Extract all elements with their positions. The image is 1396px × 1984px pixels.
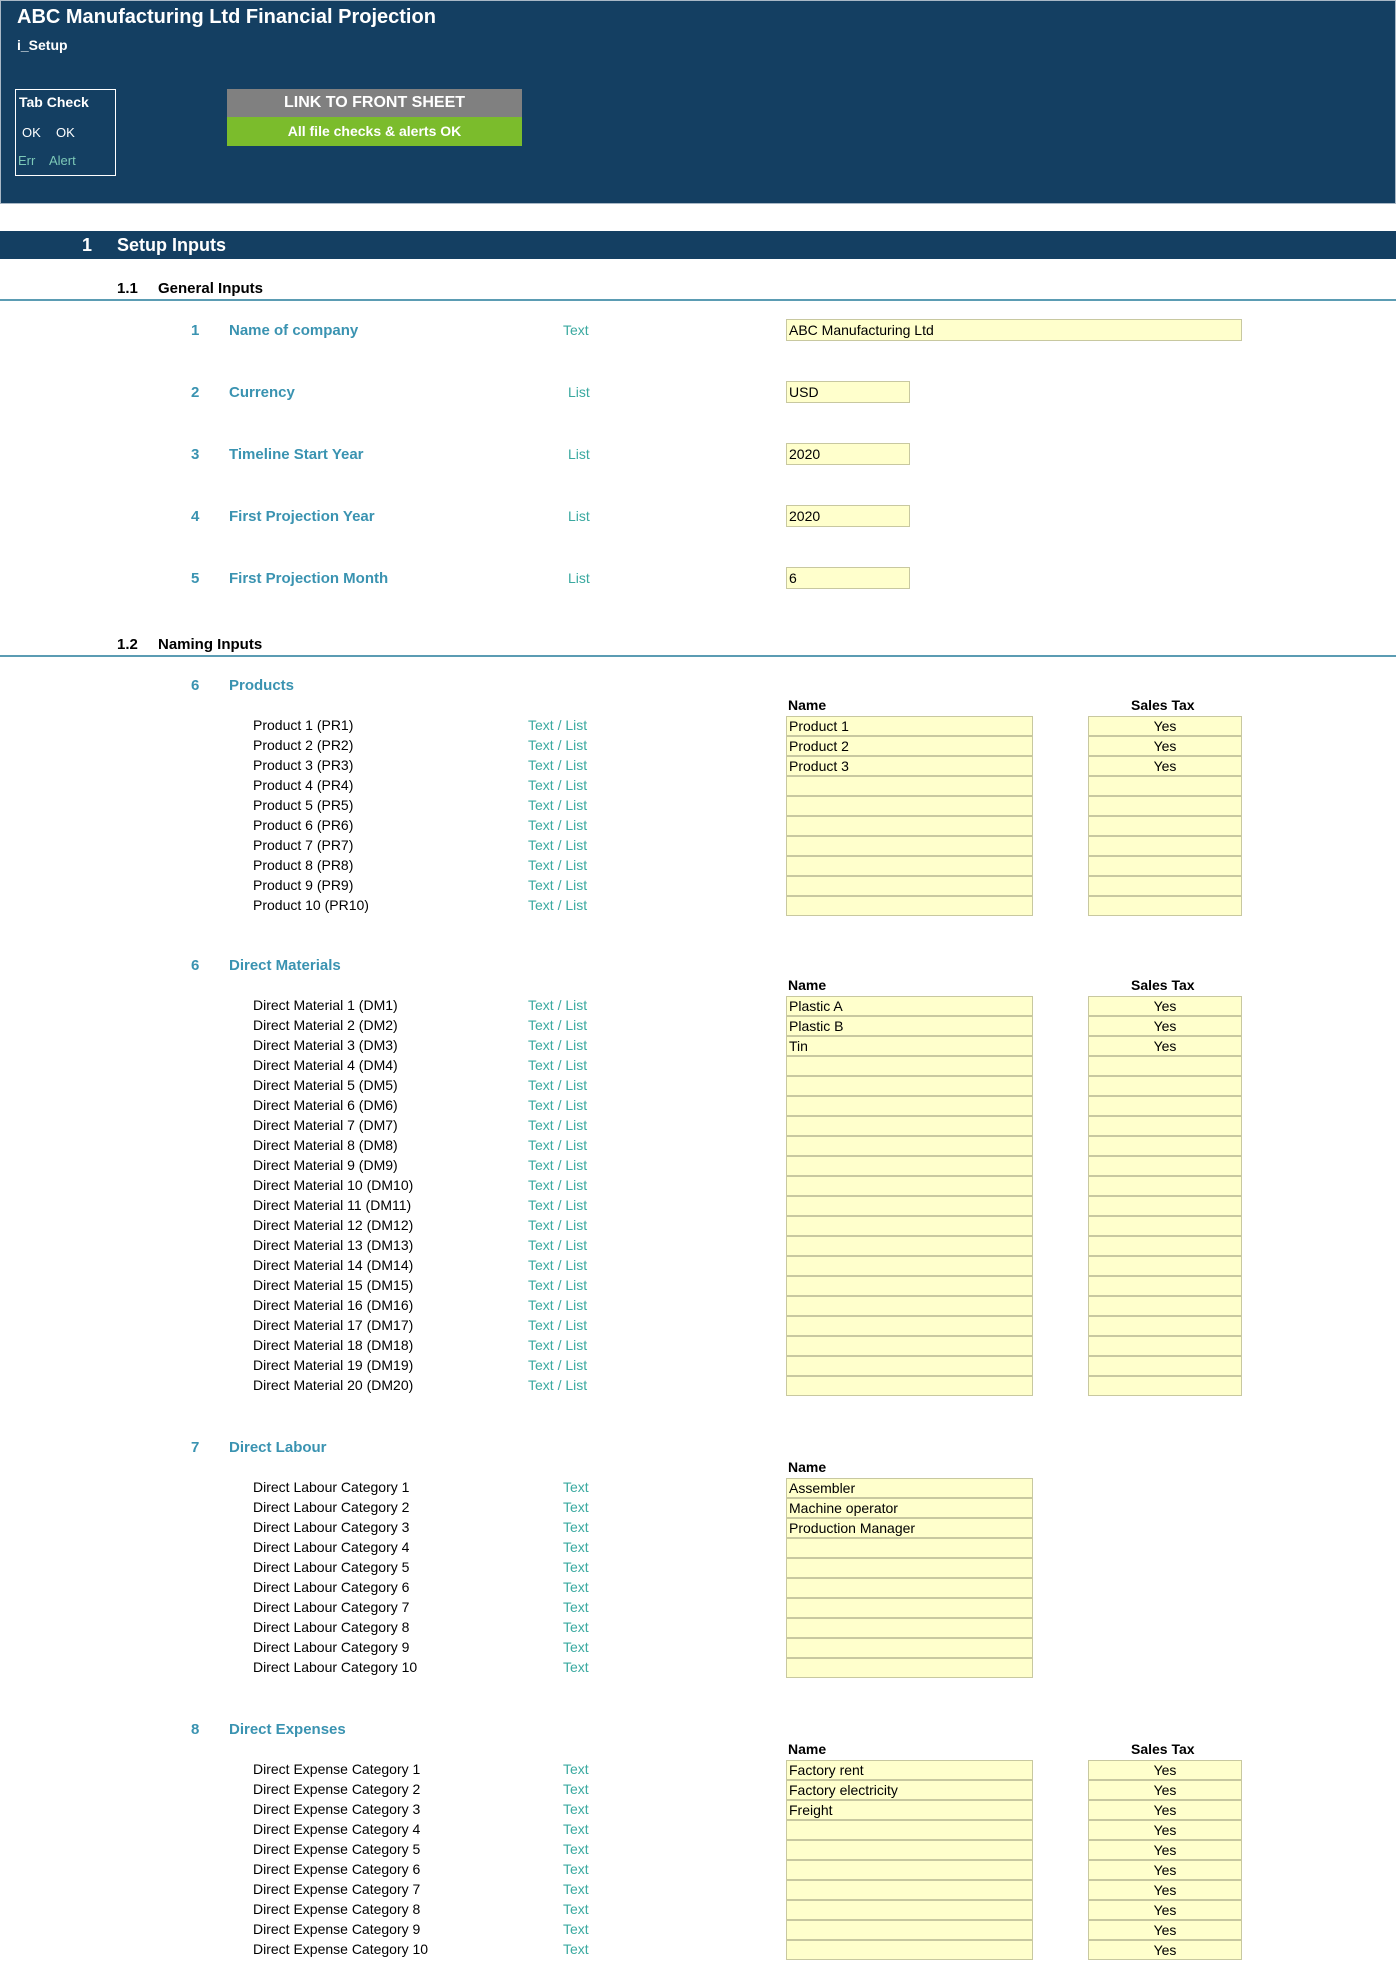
row-input-type: Text / List bbox=[528, 1037, 588, 1053]
direct-expenses-name-input[interactable] bbox=[786, 1860, 1033, 1880]
row-label: Product 4 (PR4) bbox=[253, 777, 354, 793]
row-label: Direct Labour Category 3 bbox=[253, 1519, 410, 1535]
products-name-input[interactable]: Product 3 bbox=[786, 756, 1033, 776]
table-row bbox=[0, 1256, 1396, 1276]
direct-labour-name-input[interactable] bbox=[786, 1558, 1033, 1578]
row-input-type: Text bbox=[563, 1659, 589, 1675]
table-row bbox=[0, 836, 1396, 856]
direct-materials-name-input[interactable] bbox=[786, 1096, 1033, 1116]
table-row bbox=[0, 1780, 1396, 1800]
sheet-name: i_Setup bbox=[17, 37, 68, 53]
table-row bbox=[0, 1518, 1396, 1538]
direct-materials-sales-tax-select[interactable] bbox=[1088, 1376, 1242, 1396]
table-row bbox=[0, 1940, 1396, 1960]
row-input-type: Text / List bbox=[528, 1057, 588, 1073]
row-input-type: Text / List bbox=[528, 1257, 588, 1273]
item-number: 5 bbox=[191, 570, 200, 587]
row-label: Product 3 (PR3) bbox=[253, 757, 354, 773]
tab-check-err-label: Err bbox=[18, 153, 36, 168]
row-input-type: Text / List bbox=[528, 1117, 588, 1133]
tab-check-ok-status-2: OK bbox=[56, 125, 75, 140]
table-row bbox=[0, 1498, 1396, 1518]
row-label: Direct Material 11 (DM11) bbox=[253, 1197, 412, 1213]
direct-expenses-group-title: Direct Expenses bbox=[229, 1721, 346, 1738]
table-row bbox=[0, 1618, 1396, 1638]
table-row bbox=[0, 736, 1396, 756]
table-row bbox=[0, 1598, 1396, 1618]
row-input-type: Text bbox=[563, 1519, 589, 1535]
direct-labour-name-input[interactable] bbox=[786, 1598, 1033, 1618]
row-label: Direct Labour Category 7 bbox=[253, 1599, 410, 1615]
company-name-input[interactable]: ABC Manufacturing Ltd bbox=[786, 319, 1242, 341]
row-label: Direct Expense Category 6 bbox=[253, 1861, 421, 1877]
row-label: Direct Material 6 (DM6) bbox=[253, 1097, 398, 1113]
row-input-type: Text / List bbox=[528, 1357, 588, 1373]
products-name-input[interactable]: Product 1 bbox=[786, 716, 1033, 736]
products-sales-tax-select[interactable]: Yes bbox=[1088, 756, 1242, 776]
direct-expenses-sales-tax-select[interactable]: Yes bbox=[1088, 1820, 1242, 1840]
table-row bbox=[0, 1156, 1396, 1176]
direct-expenses-sales-tax-select[interactable]: Yes bbox=[1088, 1860, 1242, 1880]
table-row bbox=[0, 716, 1396, 736]
table-row bbox=[0, 1356, 1396, 1376]
item-number: 3 bbox=[191, 446, 200, 463]
direct-labour-group-title: Direct Labour bbox=[229, 1439, 327, 1456]
direct-materials-sales-tax-select[interactable] bbox=[1088, 1056, 1242, 1076]
row-label: Direct Labour Category 8 bbox=[253, 1619, 410, 1635]
row-input-type: Text / List bbox=[528, 797, 588, 813]
direct-expenses-sales-tax-select[interactable]: Yes bbox=[1088, 1840, 1242, 1860]
row-input-type: Text / List bbox=[528, 1217, 588, 1233]
item-number: 4 bbox=[191, 508, 200, 525]
name-column-header: Name bbox=[788, 697, 827, 713]
row-input-type: Text / List bbox=[528, 1097, 588, 1113]
direct-materials-name-input[interactable] bbox=[786, 1116, 1033, 1136]
subsection-divider bbox=[0, 655, 1396, 657]
row-label: Direct Material 7 (DM7) bbox=[253, 1117, 398, 1133]
row-input-type: Text / List bbox=[528, 1017, 588, 1033]
table-row bbox=[0, 1820, 1396, 1840]
direct-materials-sales-tax-select[interactable] bbox=[1088, 1116, 1242, 1136]
direct-materials-name-input[interactable] bbox=[786, 1296, 1033, 1316]
row-input-type: Text / List bbox=[528, 737, 588, 753]
tab-check-title: Tab Check bbox=[19, 94, 89, 110]
direct-materials-sales-tax-select[interactable]: Yes bbox=[1088, 1016, 1242, 1036]
table-row bbox=[0, 1578, 1396, 1598]
row-input-type: Text / List bbox=[528, 1297, 588, 1313]
sales-tax-column-header: Sales Tax bbox=[1131, 977, 1195, 993]
row-input-type: Text bbox=[563, 1861, 589, 1877]
row-label: Direct Expense Category 10 bbox=[253, 1941, 429, 1957]
row-label: Direct Expense Category 3 bbox=[253, 1801, 421, 1817]
products-sales-tax-select[interactable]: Yes bbox=[1088, 736, 1242, 756]
subsection-title-naming: Naming Inputs bbox=[158, 636, 263, 653]
row-input-type: Text / List bbox=[528, 1197, 588, 1213]
row-label: Direct Expense Category 1 bbox=[253, 1761, 421, 1777]
tab-check-box bbox=[15, 89, 116, 176]
table-row bbox=[0, 1016, 1396, 1036]
row-input-type: Text / List bbox=[528, 1237, 588, 1253]
row-label: Direct Material 16 (DM16) bbox=[253, 1297, 414, 1313]
table-row bbox=[0, 1276, 1396, 1296]
row-input-type: Text / List bbox=[528, 757, 588, 773]
row-input-type: Text bbox=[563, 1901, 589, 1917]
row-label: Direct Material 9 (DM9) bbox=[253, 1157, 398, 1173]
sales-tax-column-header: Sales Tax bbox=[1131, 697, 1195, 713]
direct-materials-name-input[interactable] bbox=[786, 1316, 1033, 1336]
table-row bbox=[0, 1236, 1396, 1256]
table-row bbox=[0, 1478, 1396, 1498]
table-row bbox=[0, 1176, 1396, 1196]
products-sales-tax-select[interactable] bbox=[1088, 896, 1242, 916]
direct-materials-name-input[interactable]: Tin bbox=[786, 1036, 1033, 1056]
direct-materials-name-input[interactable] bbox=[786, 1056, 1033, 1076]
direct-expenses-name-input[interactable] bbox=[786, 1900, 1033, 1920]
direct-materials-sales-tax-select[interactable] bbox=[1088, 1296, 1242, 1316]
row-input-type: Text / List bbox=[528, 1157, 588, 1173]
products-name-input[interactable] bbox=[786, 776, 1033, 796]
row-input-type: Text bbox=[563, 1821, 589, 1837]
products-sales-tax-select[interactable] bbox=[1088, 776, 1242, 796]
row-input-type: Text bbox=[563, 1559, 589, 1575]
tab-check-alert-label: Alert bbox=[49, 153, 76, 168]
row-input-type: Text / List bbox=[528, 877, 588, 893]
row-label: Direct Labour Category 4 bbox=[253, 1539, 410, 1555]
row-label: Direct Labour Category 1 bbox=[253, 1479, 410, 1495]
direct-expenses-sales-tax-select[interactable]: Yes bbox=[1088, 1900, 1242, 1920]
direct-expenses-name-input[interactable]: Factory electricity bbox=[786, 1780, 1033, 1800]
subsection-number-naming: 1.2 bbox=[117, 636, 138, 653]
direct-labour-name-input[interactable] bbox=[786, 1578, 1033, 1598]
table-row bbox=[0, 776, 1396, 796]
row-input-type: Text / List bbox=[528, 857, 588, 873]
table-row bbox=[0, 876, 1396, 896]
direct-materials-name-input[interactable]: Plastic A bbox=[786, 996, 1033, 1016]
row-input-type: Text bbox=[563, 1499, 589, 1515]
row-input-type: Text / List bbox=[528, 997, 588, 1013]
row-input-type: Text / List bbox=[528, 717, 588, 733]
table-row bbox=[0, 1880, 1396, 1900]
table-row bbox=[0, 1096, 1396, 1116]
direct-labour-name-input[interactable]: Machine operator bbox=[786, 1498, 1033, 1518]
row-label: Direct Expense Category 7 bbox=[253, 1881, 421, 1897]
row-label: Direct Labour Category 9 bbox=[253, 1639, 410, 1655]
table-row bbox=[0, 1800, 1396, 1820]
input-type: List bbox=[568, 508, 590, 524]
row-input-type: Text / List bbox=[528, 1137, 588, 1153]
row-label: Direct Material 19 (DM19) bbox=[253, 1357, 414, 1373]
row-label: Direct Labour Category 6 bbox=[253, 1579, 410, 1595]
currency-select[interactable]: USD bbox=[786, 381, 910, 403]
table-row bbox=[0, 1316, 1396, 1336]
products-sales-tax-select[interactable] bbox=[1088, 836, 1242, 856]
item-number: 8 bbox=[191, 1721, 200, 1738]
direct-materials-name-input[interactable] bbox=[786, 1176, 1033, 1196]
table-row bbox=[0, 1860, 1396, 1880]
table-row bbox=[0, 1920, 1396, 1940]
direct-materials-sales-tax-select[interactable]: Yes bbox=[1088, 996, 1242, 1016]
products-sales-tax-select[interactable] bbox=[1088, 876, 1242, 896]
row-label: Product 1 (PR1) bbox=[253, 717, 354, 733]
table-row bbox=[0, 856, 1396, 876]
table-row bbox=[0, 996, 1396, 1016]
direct-materials-sales-tax-select[interactable] bbox=[1088, 1196, 1242, 1216]
row-input-type: Text bbox=[563, 1479, 589, 1495]
input-type: List bbox=[568, 446, 590, 462]
direct-materials-name-input[interactable]: Plastic B bbox=[786, 1016, 1033, 1036]
row-label: Direct Material 14 (DM14) bbox=[253, 1257, 414, 1273]
direct-materials-sales-tax-select[interactable] bbox=[1088, 1256, 1242, 1276]
first-projection-month-select[interactable]: 6 bbox=[786, 567, 910, 589]
table-row bbox=[0, 816, 1396, 836]
table-row bbox=[0, 1336, 1396, 1356]
row-input-type: Text / List bbox=[528, 1317, 588, 1333]
direct-materials-sales-tax-select[interactable] bbox=[1088, 1076, 1242, 1096]
direct-materials-sales-tax-select[interactable] bbox=[1088, 1176, 1242, 1196]
table-row bbox=[0, 1116, 1396, 1136]
row-label: Direct Material 10 (DM10) bbox=[253, 1177, 414, 1193]
row-label: Product 9 (PR9) bbox=[253, 877, 354, 893]
row-input-type: Text / List bbox=[528, 777, 588, 793]
name-column-header: Name bbox=[788, 1741, 827, 1757]
name-column-header: Name bbox=[788, 1459, 827, 1475]
row-label: Direct Material 1 (DM1) bbox=[253, 997, 398, 1013]
link-to-front-sheet-button[interactable]: LINK TO FRONT SHEET bbox=[227, 89, 522, 117]
direct-materials-sales-tax-select[interactable] bbox=[1088, 1236, 1242, 1256]
row-label: Direct Material 13 (DM13) bbox=[253, 1237, 414, 1253]
row-input-type: Text / List bbox=[528, 837, 588, 853]
table-row bbox=[0, 1900, 1396, 1920]
direct-materials-name-input[interactable] bbox=[786, 1236, 1033, 1256]
direct-expenses-sales-tax-select[interactable]: Yes bbox=[1088, 1940, 1242, 1960]
item-number: 6 bbox=[191, 957, 200, 974]
row-label: Product 2 (PR2) bbox=[253, 737, 354, 753]
direct-materials-sales-tax-select[interactable] bbox=[1088, 1276, 1242, 1296]
products-name-input[interactable] bbox=[786, 796, 1033, 816]
row-input-type: Text bbox=[563, 1841, 589, 1857]
direct-materials-name-input[interactable] bbox=[786, 1156, 1033, 1176]
row-label: Direct Material 15 (DM15) bbox=[253, 1277, 414, 1293]
row-label: Product 7 (PR7) bbox=[253, 837, 354, 853]
direct-expenses-name-input[interactable] bbox=[786, 1940, 1033, 1960]
direct-expenses-sales-tax-select[interactable]: Yes bbox=[1088, 1760, 1242, 1780]
row-label: Direct Labour Category 10 bbox=[253, 1659, 418, 1675]
row-label: Direct Material 4 (DM4) bbox=[253, 1057, 398, 1073]
page-title: ABC Manufacturing Ltd Financial Projection bbox=[17, 6, 436, 28]
row-label: Direct Expense Category 8 bbox=[253, 1901, 421, 1917]
direct-materials-name-input[interactable] bbox=[786, 1376, 1033, 1396]
table-row bbox=[0, 796, 1396, 816]
table-row bbox=[0, 1136, 1396, 1156]
row-label: Direct Material 3 (DM3) bbox=[253, 1037, 398, 1053]
products-name-input[interactable] bbox=[786, 876, 1033, 896]
tab-check-ok-status: OK bbox=[22, 125, 41, 140]
row-input-type: Text / List bbox=[528, 1277, 588, 1293]
products-name-input[interactable] bbox=[786, 816, 1033, 836]
row-input-type: Text bbox=[563, 1761, 589, 1777]
direct-expenses-name-input[interactable] bbox=[786, 1920, 1033, 1940]
table-row bbox=[0, 1216, 1396, 1236]
row-label: Product 6 (PR6) bbox=[253, 817, 354, 833]
direct-materials-sales-tax-select[interactable] bbox=[1088, 1156, 1242, 1176]
company-name-label: Name of company bbox=[229, 322, 359, 339]
direct-materials-name-input[interactable] bbox=[786, 1336, 1033, 1356]
direct-labour-name-input[interactable] bbox=[786, 1658, 1033, 1678]
row-label: Direct Expense Category 4 bbox=[253, 1821, 421, 1837]
row-label: Direct Labour Category 5 bbox=[253, 1559, 410, 1575]
row-label: Direct Material 12 (DM12) bbox=[253, 1217, 414, 1233]
item-number: 2 bbox=[191, 384, 200, 401]
section-number: 1 bbox=[82, 235, 93, 255]
products-sales-tax-select[interactable] bbox=[1088, 816, 1242, 836]
table-row bbox=[0, 1036, 1396, 1056]
row-label: Direct Material 5 (DM5) bbox=[253, 1077, 398, 1093]
direct-expenses-name-input[interactable] bbox=[786, 1840, 1033, 1860]
timeline-start-year-label: Timeline Start Year bbox=[229, 446, 364, 463]
row-label: Product 5 (PR5) bbox=[253, 797, 354, 813]
row-label: Direct Material 2 (DM2) bbox=[253, 1017, 398, 1033]
row-input-type: Text / List bbox=[528, 1077, 588, 1093]
table-row bbox=[0, 1196, 1396, 1216]
item-number: 1 bbox=[191, 322, 200, 339]
row-label: Direct Expense Category 9 bbox=[253, 1921, 421, 1937]
direct-labour-name-input[interactable]: Production Manager bbox=[786, 1518, 1033, 1538]
section-header bbox=[0, 231, 1396, 259]
row-input-type: Text / List bbox=[528, 817, 588, 833]
products-name-input[interactable] bbox=[786, 856, 1033, 876]
direct-labour-name-input[interactable]: Assembler bbox=[786, 1478, 1033, 1498]
row-input-type: Text bbox=[563, 1539, 589, 1555]
direct-materials-sales-tax-select[interactable] bbox=[1088, 1336, 1242, 1356]
products-sales-tax-select[interactable] bbox=[1088, 856, 1242, 876]
section-title: Setup Inputs bbox=[117, 235, 226, 255]
row-input-type: Text bbox=[563, 1941, 589, 1957]
row-label: Direct Labour Category 2 bbox=[253, 1499, 410, 1515]
row-input-type: Text / List bbox=[528, 897, 588, 913]
item-number: 7 bbox=[191, 1439, 200, 1456]
direct-materials-sales-tax-select[interactable] bbox=[1088, 1136, 1242, 1156]
products-group-title: Products bbox=[229, 677, 295, 694]
subsection-title-general: General Inputs bbox=[158, 280, 264, 297]
direct-materials-name-input[interactable] bbox=[786, 1256, 1033, 1276]
first-projection-year-label: First Projection Year bbox=[229, 508, 375, 525]
direct-materials-sales-tax-select[interactable] bbox=[1088, 1216, 1242, 1236]
direct-expenses-sales-tax-select[interactable]: Yes bbox=[1088, 1880, 1242, 1900]
direct-materials-name-input[interactable] bbox=[786, 1356, 1033, 1376]
table-row bbox=[0, 756, 1396, 776]
direct-expenses-name-input[interactable] bbox=[786, 1820, 1033, 1840]
row-label: Product 8 (PR8) bbox=[253, 857, 354, 873]
table-row bbox=[0, 896, 1396, 916]
table-row bbox=[0, 1376, 1396, 1396]
currency-label: Currency bbox=[229, 384, 295, 401]
direct-expenses-sales-tax-select[interactable]: Yes bbox=[1088, 1780, 1242, 1800]
timeline-start-year-select[interactable]: 2020 bbox=[786, 443, 910, 465]
row-input-type: Text bbox=[563, 1781, 589, 1797]
row-input-type: Text bbox=[563, 1881, 589, 1897]
direct-materials-sales-tax-select[interactable]: Yes bbox=[1088, 1036, 1242, 1056]
direct-expenses-name-input[interactable]: Freight bbox=[786, 1800, 1033, 1820]
row-input-type: Text bbox=[563, 1599, 589, 1615]
item-number: 6 bbox=[191, 677, 200, 694]
direct-labour-name-input[interactable] bbox=[786, 1638, 1033, 1658]
direct-expenses-name-input[interactable]: Factory rent bbox=[786, 1760, 1033, 1780]
input-type: Text bbox=[563, 322, 589, 338]
first-projection-month-label: First Projection Month bbox=[229, 570, 389, 587]
direct-materials-name-input[interactable] bbox=[786, 1076, 1033, 1096]
row-input-type: Text / List bbox=[528, 1377, 588, 1393]
row-input-type: Text / List bbox=[528, 1177, 588, 1193]
table-row bbox=[0, 1056, 1396, 1076]
direct-expenses-sales-tax-select[interactable]: Yes bbox=[1088, 1800, 1242, 1820]
table-row bbox=[0, 1638, 1396, 1658]
products-name-input[interactable]: Product 2 bbox=[786, 736, 1033, 756]
row-label: Direct Material 20 (DM20) bbox=[253, 1377, 414, 1393]
subsection-divider bbox=[0, 299, 1396, 301]
row-label: Direct Material 18 (DM18) bbox=[253, 1337, 414, 1353]
row-label: Direct Material 17 (DM17) bbox=[253, 1317, 414, 1333]
first-projection-year-select[interactable]: 2020 bbox=[786, 505, 910, 527]
products-sales-tax-select[interactable]: Yes bbox=[1088, 716, 1242, 736]
row-input-type: Text / List bbox=[528, 1337, 588, 1353]
direct-materials-sales-tax-select[interactable] bbox=[1088, 1356, 1242, 1376]
row-input-type: Text bbox=[563, 1801, 589, 1817]
direct-labour-name-input[interactable] bbox=[786, 1538, 1033, 1558]
input-type: List bbox=[568, 384, 590, 400]
name-column-header: Name bbox=[788, 977, 827, 993]
direct-expenses-name-input[interactable] bbox=[786, 1880, 1033, 1900]
direct-expenses-sales-tax-select[interactable]: Yes bbox=[1088, 1920, 1242, 1940]
row-label: Direct Material 8 (DM8) bbox=[253, 1137, 398, 1153]
table-row bbox=[0, 1296, 1396, 1316]
table-row bbox=[0, 1840, 1396, 1860]
input-type: List bbox=[568, 570, 590, 586]
row-input-type: Text bbox=[563, 1579, 589, 1595]
table-row bbox=[0, 1076, 1396, 1096]
direct-materials-sales-tax-select[interactable] bbox=[1088, 1316, 1242, 1336]
table-row bbox=[0, 1760, 1396, 1780]
sales-tax-column-header: Sales Tax bbox=[1131, 1741, 1195, 1757]
direct-labour-name-input[interactable] bbox=[786, 1618, 1033, 1638]
row-input-type: Text bbox=[563, 1921, 589, 1937]
table-row bbox=[0, 1538, 1396, 1558]
products-name-input[interactable] bbox=[786, 896, 1033, 916]
row-label: Product 10 (PR10) bbox=[253, 897, 369, 913]
subsection-number-general: 1.1 bbox=[117, 280, 138, 297]
direct-materials-sales-tax-select[interactable] bbox=[1088, 1096, 1242, 1116]
direct-materials-name-input[interactable] bbox=[786, 1136, 1033, 1156]
row-label: Direct Expense Category 5 bbox=[253, 1841, 421, 1857]
header-banner bbox=[0, 0, 1396, 204]
row-label: Direct Expense Category 2 bbox=[253, 1781, 421, 1797]
file-checks-status: All file checks & alerts OK bbox=[227, 117, 522, 146]
products-sales-tax-select[interactable] bbox=[1088, 796, 1242, 816]
direct-materials-group-title: Direct Materials bbox=[229, 957, 341, 974]
products-name-input[interactable] bbox=[786, 836, 1033, 856]
row-input-type: Text bbox=[563, 1639, 589, 1655]
direct-materials-name-input[interactable] bbox=[786, 1216, 1033, 1236]
table-row bbox=[0, 1658, 1396, 1678]
row-input-type: Text bbox=[563, 1619, 589, 1635]
direct-materials-name-input[interactable] bbox=[786, 1276, 1033, 1296]
direct-materials-name-input[interactable] bbox=[786, 1196, 1033, 1216]
table-row bbox=[0, 1558, 1396, 1578]
